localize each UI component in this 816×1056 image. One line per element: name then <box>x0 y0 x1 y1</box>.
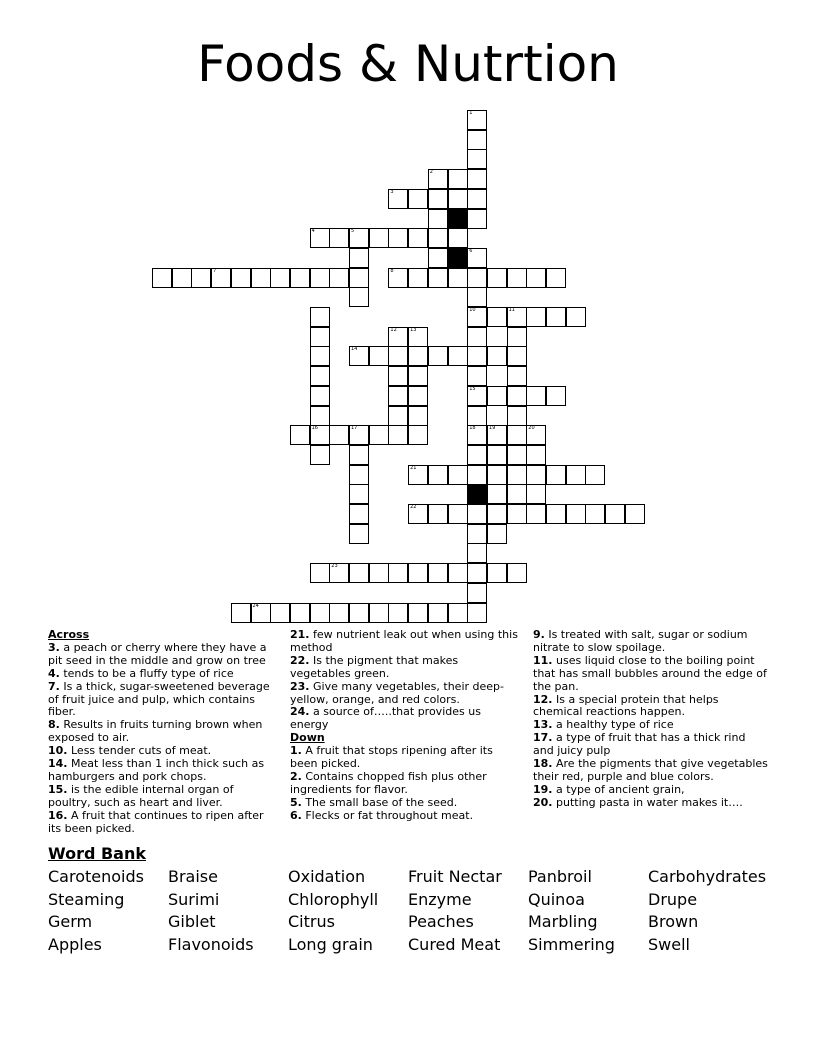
grid-cell[interactable] <box>428 346 448 366</box>
grid-cell[interactable] <box>487 268 507 288</box>
clue-number: 12 <box>390 326 397 333</box>
clue-text: a type of fruit that has a thick rind and juicy pulp <box>533 731 746 758</box>
clue-label: 14. <box>48 757 68 771</box>
grid-cell[interactable] <box>388 268 408 288</box>
clue-label: 18. <box>533 757 553 771</box>
clue-text: Less tender cuts of meat. <box>67 744 212 758</box>
grid-cell[interactable] <box>526 484 546 504</box>
down-clue <box>533 732 769 758</box>
grid-cell[interactable] <box>310 307 330 327</box>
grid-cell[interactable] <box>349 563 369 583</box>
clue-number: 16 <box>311 425 318 432</box>
grid-cell[interactable] <box>270 603 290 623</box>
clue-label: 5. <box>290 795 302 809</box>
grid-cell[interactable] <box>507 425 527 445</box>
clue-label: 19. <box>533 782 553 796</box>
clue-label: 10. <box>48 744 68 758</box>
clue-text: few nutrient leak out when using this method <box>290 628 518 654</box>
grid-cell[interactable] <box>191 268 211 288</box>
across-clue <box>48 719 270 745</box>
grid-cell[interactable] <box>428 465 448 485</box>
grid-cell[interactable] <box>487 425 507 445</box>
across-clue <box>48 681 270 720</box>
clue-label: 6. <box>290 808 302 822</box>
word-bank-item: Braise <box>168 867 218 886</box>
clue-text: Results in fruits turning brown when exposed to air. <box>48 718 263 745</box>
across-clue <box>48 784 270 810</box>
clue-text: Is a thick, sugar-sweetened beverage of fruit juice and pulp, which contains fiber. <box>48 679 270 719</box>
grid-cell[interactable] <box>310 563 330 583</box>
word-bank-item: Apples <box>48 935 102 955</box>
grid-cell[interactable] <box>408 346 428 366</box>
grid-cell[interactable] <box>467 543 487 563</box>
clue-column-1 <box>48 629 270 836</box>
grid-cell[interactable] <box>546 307 566 327</box>
across-clue <box>48 758 270 784</box>
grid-cell[interactable] <box>349 228 369 248</box>
grid-cell[interactable] <box>349 603 369 623</box>
across-clue <box>290 706 522 732</box>
clue-number: 1 <box>469 110 473 116</box>
down-clue <box>533 694 769 720</box>
clue-text: A fruit that continues to ripen after its been picked. <box>48 808 264 835</box>
grid-cell[interactable] <box>290 268 310 288</box>
grid-cell[interactable] <box>467 149 487 169</box>
grid-cell[interactable] <box>428 248 448 268</box>
grid-cell[interactable] <box>526 465 546 485</box>
grid-cell[interactable] <box>467 327 487 347</box>
grid-cell[interactable] <box>507 465 527 485</box>
grid-cell[interactable] <box>349 248 369 268</box>
clue-label: 20. <box>533 795 553 809</box>
clue-number: 8 <box>390 267 394 274</box>
grid-cell[interactable] <box>310 406 330 426</box>
grid-cell[interactable] <box>566 465 586 485</box>
grid-cell[interactable] <box>507 504 527 524</box>
across-clue <box>48 642 270 668</box>
clue-number: 3 <box>390 188 394 195</box>
grid-cell[interactable] <box>585 504 605 524</box>
clue-text: Is the pigment that makes vegetables green. <box>290 653 459 680</box>
word-bank-item: Fruit Nectar <box>408 867 502 886</box>
grid-cell[interactable] <box>487 524 507 544</box>
grid-cell[interactable] <box>546 386 566 406</box>
clue-text: Contains chopped fish plus other ingredients for flavor. <box>290 769 487 796</box>
grid-cell[interactable] <box>290 603 310 623</box>
grid-cell[interactable] <box>448 169 468 189</box>
black-cell <box>467 484 487 504</box>
grid-cell[interactable] <box>329 563 349 583</box>
grid-cell[interactable] <box>467 524 487 544</box>
clue-number: 21 <box>410 464 417 471</box>
grid-cell[interactable] <box>369 228 389 248</box>
clue-number: 2 <box>429 169 433 176</box>
clue-number: 20 <box>528 425 535 432</box>
grid-cell[interactable] <box>507 386 527 406</box>
grid-cell[interactable] <box>310 603 330 623</box>
across-clue <box>48 810 270 836</box>
grid-cell[interactable] <box>507 307 527 327</box>
down-header: Down <box>290 731 325 745</box>
word-bank-item: Brown <box>648 912 699 932</box>
clue-label: 8. <box>48 718 60 732</box>
grid-cell[interactable] <box>546 504 566 524</box>
clue-label: 9. <box>533 628 545 641</box>
grid-cell[interactable] <box>467 406 487 426</box>
grid-cell[interactable] <box>408 603 428 623</box>
black-cell <box>448 209 468 229</box>
grid-cell[interactable] <box>428 209 448 229</box>
clue-label: 15. <box>48 782 68 796</box>
grid-cell[interactable] <box>349 268 369 288</box>
grid-cell[interactable] <box>369 563 389 583</box>
clue-number: 10 <box>469 307 476 313</box>
clue-label: 22. <box>290 653 310 667</box>
grid-cell[interactable] <box>329 268 349 288</box>
clue-text: Give many vegetables, their deep-yellow, orange, and red colors. <box>290 679 504 706</box>
grid-cell[interactable] <box>448 268 468 288</box>
clue-text: A fruit that stops ripening after its been picked. <box>290 744 493 771</box>
grid-cell[interactable] <box>467 445 487 465</box>
word-bank-item: Panbroil <box>528 867 592 886</box>
word-bank-item: Quinoa <box>528 889 585 909</box>
grid-cell[interactable] <box>507 406 527 426</box>
word-bank-item: Giblet <box>168 912 216 932</box>
word-bank-item: Simmering <box>528 935 615 955</box>
grid-cell[interactable] <box>467 563 487 583</box>
grid-cell[interactable] <box>507 327 527 347</box>
grid-cell[interactable] <box>408 465 428 485</box>
grid-cell[interactable] <box>349 445 369 465</box>
grid-cell[interactable] <box>467 386 487 406</box>
clue-number: 6 <box>469 247 473 254</box>
puzzle-title: Foods & Nutrtion <box>197 35 619 93</box>
grid-cell[interactable] <box>487 563 507 583</box>
grid-cell[interactable] <box>388 406 408 426</box>
clue-label: 2. <box>290 769 302 783</box>
clue-number: 23 <box>331 563 338 570</box>
word-bank-item: Swell <box>648 935 690 955</box>
grid-cell[interactable] <box>467 209 487 229</box>
grid-cell[interactable] <box>467 268 487 288</box>
grid-cell[interactable] <box>467 603 487 623</box>
grid-cell[interactable] <box>428 563 448 583</box>
grid-cell[interactable] <box>487 386 507 406</box>
grid-cell[interactable] <box>448 465 468 485</box>
across-clue <box>290 655 522 681</box>
word-bank-item: Chlorophyll <box>288 889 379 909</box>
grid-cell[interactable] <box>487 504 507 524</box>
grid-cell[interactable] <box>428 169 448 189</box>
clue-number: 5 <box>351 228 355 235</box>
grid-cell[interactable] <box>310 346 330 366</box>
grid-cell[interactable] <box>408 406 428 426</box>
grid-cell[interactable] <box>428 189 448 209</box>
grid-cell[interactable] <box>467 287 487 307</box>
clue-number: 14 <box>351 346 358 353</box>
clue-number: 7 <box>213 267 217 274</box>
grid-cell[interactable] <box>349 346 369 366</box>
grid-cell[interactable] <box>349 465 369 485</box>
grid-cell[interactable] <box>388 603 408 623</box>
word-bank-item: Citrus <box>288 912 335 932</box>
black-cell <box>448 248 468 268</box>
grid-cell[interactable] <box>487 445 507 465</box>
grid-cell[interactable] <box>526 425 546 445</box>
grid-cell[interactable] <box>467 583 487 603</box>
grid-cell[interactable] <box>546 268 566 288</box>
grid-cell[interactable] <box>507 366 527 386</box>
grid-cell[interactable] <box>467 366 487 386</box>
grid-cell[interactable] <box>251 603 271 623</box>
clue-number: 18 <box>469 425 476 432</box>
clue-label: 13. <box>533 718 553 732</box>
grid-cell[interactable] <box>329 425 349 445</box>
grid-cell[interactable] <box>467 307 487 327</box>
clue-text: Are the pigments that give vegetables their red, purple and blue colors. <box>533 757 768 783</box>
grid-cell[interactable] <box>507 563 527 583</box>
down-clue <box>533 655 769 694</box>
grid-cell[interactable] <box>211 268 231 288</box>
word-bank-item: Steaming <box>48 889 125 909</box>
grid-cell[interactable] <box>152 268 172 288</box>
grid-cell[interactable] <box>172 268 192 288</box>
grid-cell[interactable] <box>310 228 330 248</box>
grid-cell[interactable] <box>448 563 468 583</box>
grid-cell[interactable] <box>251 268 271 288</box>
grid-cell[interactable] <box>546 465 566 485</box>
clue-number: 11 <box>508 307 515 313</box>
grid-cell[interactable] <box>388 563 408 583</box>
grid-cell[interactable] <box>625 504 645 524</box>
word-bank-row <box>48 934 788 957</box>
grid-cell[interactable] <box>566 307 586 327</box>
down-clue <box>533 758 769 784</box>
grid-cell[interactable] <box>428 228 448 248</box>
down-clue <box>290 745 522 771</box>
grid-cell[interactable] <box>388 386 408 406</box>
clue-text: is the edible internal organ of poultry, such as heart and liver. <box>48 782 234 809</box>
grid-cell[interactable] <box>310 386 330 406</box>
word-bank-item: Enzyme <box>408 889 472 909</box>
grid-cell[interactable] <box>566 504 586 524</box>
grid-cell[interactable] <box>231 603 251 623</box>
grid-cell[interactable] <box>310 366 330 386</box>
clue-number: 19 <box>488 425 496 432</box>
word-bank-row <box>48 866 788 889</box>
clue-text: The small base of the seed. <box>301 795 458 809</box>
word-bank-item: Carotenoids <box>48 867 144 886</box>
grid-cell[interactable] <box>388 425 408 445</box>
down-clue <box>533 629 769 655</box>
word-bank-item: Flavonoids <box>168 935 254 955</box>
word-bank-item: Oxidation <box>288 867 366 886</box>
grid-cell[interactable] <box>408 327 428 347</box>
grid-cell[interactable] <box>467 130 487 150</box>
down-clue <box>533 797 769 810</box>
grid-cell[interactable] <box>448 189 468 209</box>
clue-label: 16. <box>48 808 68 822</box>
across-header: Across <box>48 628 90 641</box>
grid-cell[interactable] <box>349 287 369 307</box>
clue-number: 13 <box>410 326 417 333</box>
grid-cell[interactable] <box>467 504 487 524</box>
clue-label: 12. <box>533 692 553 706</box>
grid-cell[interactable] <box>526 445 546 465</box>
word-bank-item: Peaches <box>408 912 474 932</box>
grid-cell[interactable] <box>467 346 487 366</box>
grid-cell[interactable] <box>408 228 428 248</box>
clue-label: 7. <box>48 679 60 693</box>
grid-cell[interactable] <box>388 327 408 347</box>
word-bank-item: Drupe <box>648 889 698 909</box>
clue-label: 3. <box>48 640 60 654</box>
grid-cell[interactable] <box>388 366 408 386</box>
clue-column-2 <box>290 629 522 823</box>
grid-cell[interactable] <box>467 169 487 189</box>
clue-text: a peach or cherry where they have a pit seed in the middle and grow on tree <box>48 640 267 667</box>
word-bank-item: Cured Meat <box>408 935 501 955</box>
grid-cell[interactable] <box>507 346 527 366</box>
word-bank-row <box>48 889 788 912</box>
clue-label: 1. <box>290 744 302 758</box>
grid-cell[interactable] <box>428 268 448 288</box>
clue-number: 24 <box>252 602 259 609</box>
grid-cell[interactable] <box>467 189 487 209</box>
grid-cell[interactable] <box>467 465 487 485</box>
grid-cell[interactable] <box>310 445 330 465</box>
grid-cell[interactable] <box>487 307 507 327</box>
grid-cell[interactable] <box>408 386 428 406</box>
clue-text: Flecks or fat throughout meat. <box>301 808 474 822</box>
down-clue <box>290 771 522 797</box>
grid-cell[interactable] <box>487 484 507 504</box>
clue-text: a healthy type of rice <box>552 718 674 732</box>
grid-cell[interactable] <box>487 465 507 485</box>
clue-label: 21. <box>290 628 310 641</box>
across-clue <box>290 629 522 655</box>
grid-cell[interactable] <box>526 504 546 524</box>
grid-cell[interactable] <box>408 425 428 445</box>
clue-number: 4 <box>311 228 315 235</box>
grid-cell[interactable] <box>231 268 251 288</box>
word-bank-item: Germ <box>48 912 93 932</box>
across-clue <box>290 681 522 707</box>
grid-cell[interactable] <box>408 563 428 583</box>
clue-label: 11. <box>533 653 553 667</box>
clue-text: Is a special protein that helps chemical reactions happen. <box>533 692 719 719</box>
clue-number: 17 <box>351 425 358 432</box>
grid-cell[interactable] <box>408 189 428 209</box>
grid-cell[interactable] <box>526 386 546 406</box>
grid-cell[interactable] <box>526 268 546 288</box>
grid-cell[interactable] <box>448 228 468 248</box>
grid-cell[interactable] <box>428 603 448 623</box>
grid-cell[interactable] <box>467 110 487 130</box>
grid-cell[interactable] <box>388 228 408 248</box>
word-bank <box>48 866 788 957</box>
word-bank-title: Word Bank <box>48 844 147 863</box>
grid-cell[interactable] <box>408 366 428 386</box>
word-bank-item: Carbohydrates <box>648 867 767 886</box>
clue-label: 24. <box>290 705 310 719</box>
grid-cell[interactable] <box>448 504 468 524</box>
clue-text: Meat less than 1 inch thick such as hamburgers and pork chops. <box>48 757 265 783</box>
clue-text: a source of…..that provides us energy <box>290 705 481 732</box>
grid-cell[interactable] <box>290 425 310 445</box>
clue-text: Is treated with salt, sugar or sodium nitrate to slow spoilage. <box>533 628 748 654</box>
grid-cell[interactable] <box>349 425 369 445</box>
grid-cell[interactable] <box>349 504 369 524</box>
grid-cell[interactable] <box>369 425 389 445</box>
grid-cell[interactable] <box>329 228 349 248</box>
grid-cell[interactable] <box>467 425 487 445</box>
grid-cell[interactable] <box>369 346 389 366</box>
clue-text: a type of ancient grain, <box>552 782 685 796</box>
down-clue <box>290 810 522 823</box>
grid-cell[interactable] <box>428 504 448 524</box>
grid-cell[interactable] <box>526 307 546 327</box>
grid-cell[interactable] <box>349 484 369 504</box>
grid-cell[interactable] <box>507 445 527 465</box>
clue-label: 23. <box>290 679 310 693</box>
grid-cell[interactable] <box>605 504 625 524</box>
word-bank-item: Surimi <box>168 889 220 909</box>
word-bank-row <box>48 911 788 934</box>
grid-cell[interactable] <box>270 268 290 288</box>
grid-cell[interactable] <box>310 425 330 445</box>
grid-cell[interactable] <box>388 189 408 209</box>
grid-cell[interactable] <box>507 268 527 288</box>
clue-label: 4. <box>48 666 60 680</box>
grid-cell[interactable] <box>408 504 428 524</box>
clue-number: 15 <box>469 385 476 392</box>
grid-cell[interactable] <box>329 603 349 623</box>
clue-text: putting pasta in water makes it…. <box>552 795 743 809</box>
grid-cell[interactable] <box>310 268 330 288</box>
grid-cell[interactable] <box>388 346 408 366</box>
grid-cell[interactable] <box>448 603 468 623</box>
word-bank-item: Marbling <box>528 912 598 932</box>
grid-cell[interactable] <box>467 248 487 268</box>
grid-cell[interactable] <box>349 524 369 544</box>
clue-column-3 <box>533 629 769 810</box>
grid-cell[interactable] <box>585 465 605 485</box>
grid-cell[interactable] <box>448 346 468 366</box>
clue-label: 17. <box>533 731 553 745</box>
grid-cell[interactable] <box>487 346 507 366</box>
clue-text: uses liquid close to the boiling point that has small bubbles around the edge of the pan. <box>533 653 767 693</box>
grid-cell[interactable] <box>507 484 527 504</box>
word-bank-item: Long grain <box>288 935 373 955</box>
grid-cell[interactable] <box>408 268 428 288</box>
grid-cell[interactable] <box>310 327 330 347</box>
clue-text: tends to be a fluffy type of rice <box>59 666 234 680</box>
grid-cell[interactable] <box>369 603 389 623</box>
clue-number: 22 <box>410 504 417 510</box>
